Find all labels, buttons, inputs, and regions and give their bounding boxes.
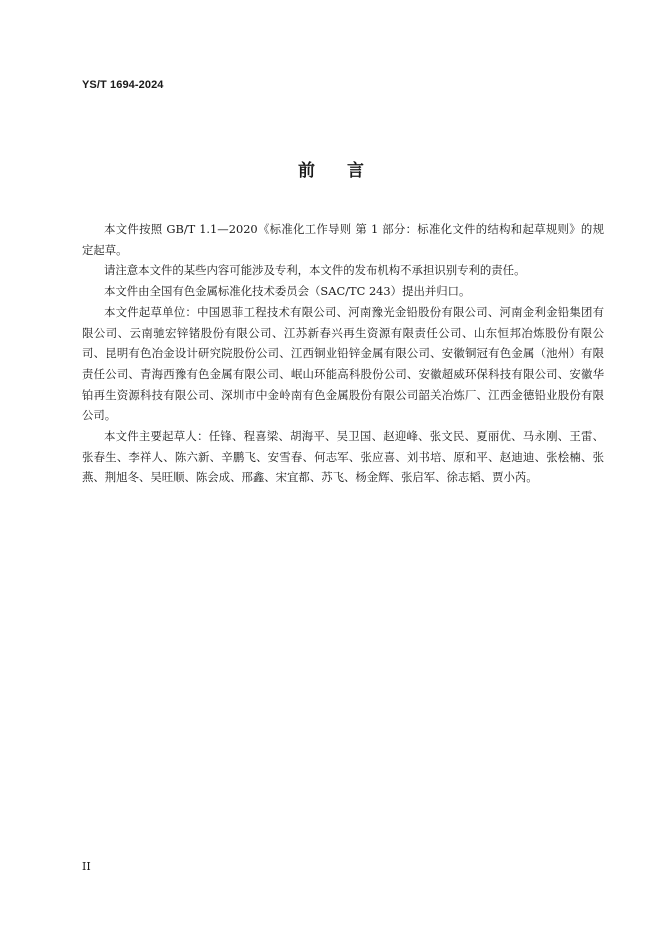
- section-title: 前言: [298, 161, 396, 181]
- paragraph-drafters: 本文件主要起草人：任锋、程喜梁、胡海平、吴卫国、赵迎峰、张文民、夏丽优、马永刚、王雷、张春生、李祥人、陈六新、辛鹏飞、安雪春、何志军、张应喜、刘书培、原和平、赵迪迪、张桧楠、张燕、荆旭冬、吴旺顺、陈会成、邢鑫、宋宜都、苏飞、杨金辉、张启军、徐志韬、贾小芮。: [82, 429, 604, 485]
- paragraph-drafting-rules: 本文件按照 GB/T 1.1—2020《标准化工作导则 第 1 部分：标准化文件的结构和起草规则》的规定起草。: [82, 222, 604, 257]
- paragraph-proposer: 本文件由全国有色金属标准化技术委员会（SAC/TC 243）提出并归口。: [104, 284, 471, 299]
- body-text: [82, 219, 604, 488]
- paragraph-patent-notice: 请注意本文件的某些内容可能涉及专利，本文件的发布机构不承担识别专利的责任。: [104, 263, 526, 278]
- document-code: YS/T 1694-2024: [82, 79, 164, 91]
- page-number: II: [82, 860, 91, 873]
- paragraph-drafting-units: 本文件起草单位：中国恩菲工程技术有限公司、河南豫光金铅股份有限公司、河南金利金铅集团有限公司、云南驰宏锌锗股份有限公司、江苏新春兴再生资源有限责任公司、山东恒邦冶炼股份有限公司、昆明有色冶金设计研究院股份公司、江西铜业铅锌金属有限公司、安徽铜冠有色金属（池州）有限责任公司、青海西豫有色金属有限公司、岷山环能高科股份公司、安徽超威环保科技有限公司、安徽华铂再生资源科技有限公司、深圳市中金岭南有色金属股份有限公司韶关冶炼厂、江西金德铅业股份有限公司。: [82, 304, 604, 423]
